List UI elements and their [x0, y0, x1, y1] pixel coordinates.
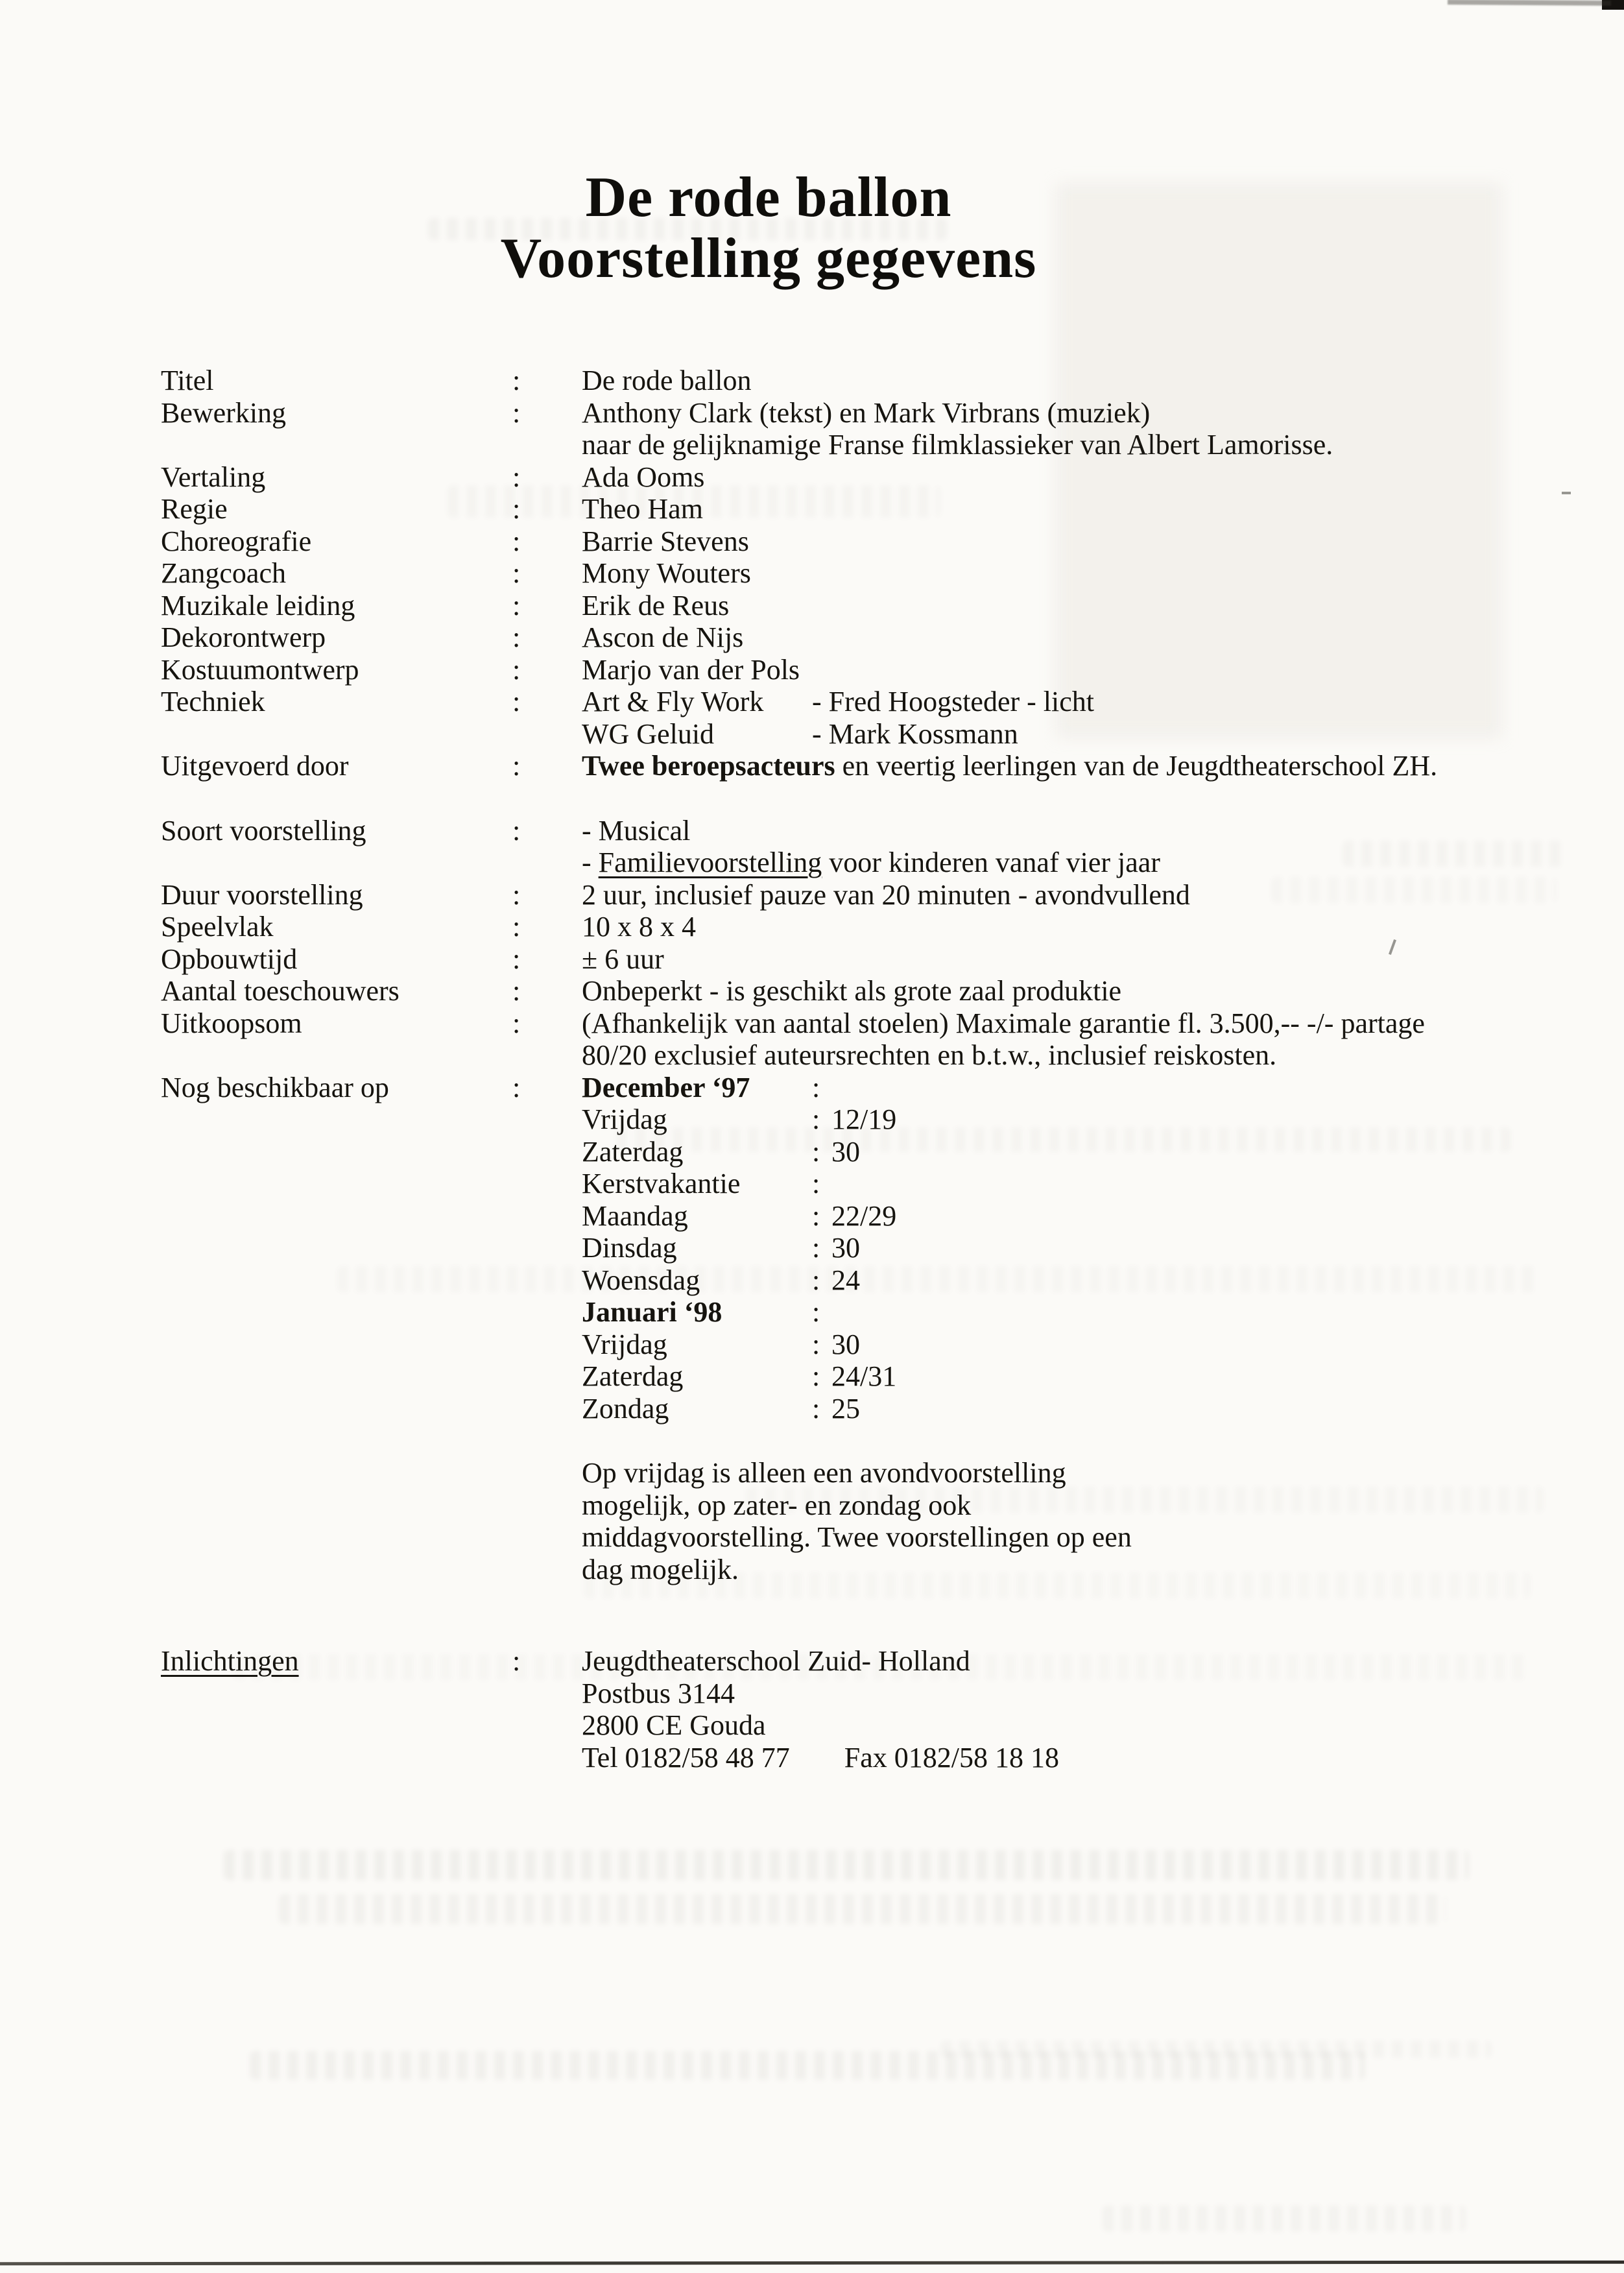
- colon-separator: :: [812, 1199, 820, 1232]
- colon-separator: :: [812, 1135, 820, 1168]
- schedule-line: [161, 1103, 1529, 1136]
- schedule-dates: 30: [831, 1232, 860, 1264]
- section-gap: [161, 782, 1529, 815]
- field-label: Soort voorstelling: [161, 814, 366, 847]
- note-text: dag mogelijk.: [582, 1553, 739, 1585]
- field-value: 10 x 8 x 4: [582, 911, 696, 943]
- soort-rest: voor kinderen vanaf vier jaar: [822, 847, 1160, 878]
- schedule-day: Dinsdag: [582, 1232, 677, 1264]
- contact-tel: Tel 0182/58 48 77: [582, 1741, 790, 1774]
- bleedthrough-text: [224, 1850, 1469, 1880]
- scan-bottom-edge: [0, 2261, 1624, 2266]
- field-label: Opbouwtijd: [161, 943, 298, 975]
- schedule-row: [582, 1296, 1529, 1329]
- field-row-uitkoopsom-wrap: [161, 1039, 1529, 1072]
- field-value: [582, 686, 1529, 718]
- colon-separator: :: [512, 1645, 521, 1677]
- field-label: Speelvlak: [161, 911, 274, 943]
- schedule-day: Zaterdag: [582, 1135, 684, 1168]
- field-value: Marjo van der Pols: [582, 653, 800, 686]
- contact-postbus: Postbus 3144: [582, 1677, 735, 1709]
- schedule-day: Zaterdag: [582, 1360, 684, 1392]
- note-text: middagvoorstelling. Twee voorstellingen op een: [582, 1521, 1132, 1553]
- field-label: Vertaling: [161, 461, 266, 493]
- schedule-line: [161, 1200, 1529, 1233]
- field-label: Dekorontwerp: [161, 621, 326, 653]
- note-text: Op vrijdag is alleen een avondvoorstelling: [582, 1457, 1066, 1489]
- techniek-person: - Mark Kossmann: [812, 717, 1018, 750]
- schedule-row: [582, 1393, 1529, 1425]
- field-row-choreografie: [161, 525, 1529, 558]
- bleedthrough-text: [1103, 2206, 1466, 2231]
- field-row-techniek: [161, 686, 1529, 718]
- techniek-company: WG Geluid: [582, 717, 715, 750]
- schedule-dates: 30: [831, 1328, 860, 1360]
- contact-line: [161, 1742, 1529, 1774]
- section-gap: [161, 1425, 1529, 1457]
- note-text: mogelijk, op zater- en zondag ook: [582, 1489, 972, 1521]
- colon-separator: :: [512, 653, 521, 686]
- field-label: Duur voorstelling: [161, 878, 363, 911]
- field-label: Techniek: [161, 686, 265, 717]
- schedule-row: [582, 1168, 1529, 1200]
- colon-separator: :: [512, 943, 521, 975]
- field-row-aantal-toeschouwers: [161, 975, 1529, 1007]
- techniek-person: - Fred Hoogsteder - licht: [812, 686, 1094, 717]
- field-label: Uitgevoerd door: [161, 750, 349, 782]
- document-body: [161, 365, 1529, 1774]
- techniek-company: Art & Fly Work: [582, 686, 764, 717]
- schedule-row: [582, 1329, 1529, 1361]
- schedule-row: [582, 1072, 1529, 1104]
- familievoorstelling-underlined: Familievoorstelling: [598, 847, 822, 878]
- schedule-dates: 24: [831, 1264, 860, 1296]
- field-row-soort-wrap: [161, 847, 1529, 879]
- field-row-kostuumontwerp: [161, 654, 1529, 686]
- schedule-line: [161, 1168, 1529, 1200]
- field-label: Choreografie: [161, 525, 312, 557]
- field-label: Titel: [161, 365, 214, 396]
- colon-separator: :: [512, 911, 521, 943]
- field-row-vertaling: [161, 461, 1529, 494]
- document-title: [0, 167, 1537, 289]
- field-row-nog-beschikbaar: [161, 1072, 1529, 1104]
- scan-streak: [1448, 0, 1611, 6]
- title-line-2: Voorstelling gegevens: [500, 227, 1037, 290]
- schedule-line: [161, 1329, 1529, 1361]
- colon-separator: :: [812, 1296, 820, 1328]
- schedule-month: Januari ‘98: [582, 1296, 722, 1328]
- field-value: Ada Ooms: [582, 461, 705, 493]
- field-label: Aantal toeschouwers: [161, 975, 400, 1007]
- note-line: [161, 1554, 1529, 1586]
- colon-separator: :: [812, 1264, 820, 1296]
- field-value: Onbeperkt - is geschikt als grote zaal produktie: [582, 975, 1122, 1007]
- bleedthrough-text: [250, 2051, 1365, 2080]
- colon-separator: :: [512, 814, 521, 847]
- field-value: naar de gelijknamige Franse filmklassieker van Albert Lamorisse.: [582, 429, 1333, 461]
- field-row-techniek-wrap: [161, 718, 1529, 751]
- field-value: Anthony Clark (tekst) en Mark Virbrans (muziek): [582, 396, 1151, 429]
- field-label: Uitkoopsom: [161, 1007, 302, 1039]
- contact-line: [161, 1678, 1529, 1710]
- colon-separator: :: [512, 589, 521, 621]
- schedule-dates: 24/31: [831, 1360, 897, 1392]
- colon-separator: :: [512, 493, 521, 525]
- colon-separator: :: [512, 621, 521, 653]
- contact-fax: Fax 0182/58 18 18: [844, 1741, 1060, 1774]
- field-label: Kostuumontwerp: [161, 653, 359, 686]
- field-row-uitkoopsom: [161, 1007, 1529, 1040]
- colon-separator: :: [512, 878, 521, 911]
- scan-speck: [1562, 492, 1571, 494]
- schedule-row: [582, 1200, 1529, 1233]
- field-row-soort-voorstelling: [161, 815, 1529, 847]
- field-label: Inlichtingen: [161, 1645, 299, 1677]
- field-row-zangcoach: [161, 557, 1529, 590]
- field-row-bewerking-wrap: [161, 429, 1529, 461]
- schedule-line: [161, 1264, 1529, 1297]
- field-value: [582, 718, 1529, 751]
- field-value: ± 6 uur: [582, 943, 664, 975]
- note-line: [161, 1521, 1529, 1554]
- schedule-line: [161, 1136, 1529, 1168]
- colon-separator: :: [812, 1328, 820, 1360]
- colon-separator: :: [512, 557, 521, 589]
- field-value: - Musical: [582, 814, 691, 847]
- schedule-row: [582, 1360, 1529, 1393]
- section-gap: [161, 1585, 1529, 1618]
- schedule-row: [582, 1264, 1529, 1297]
- field-value: Ascon de Nijs: [582, 621, 744, 653]
- schedule-day: Zondag: [582, 1392, 669, 1425]
- title-line-1: De rode ballon: [585, 166, 952, 229]
- schedule-day: Kerstvakantie: [582, 1168, 741, 1199]
- contact-city: 2800 CE Gouda: [582, 1709, 766, 1741]
- field-value: 2 uur, inclusief pauze van 20 minuten - avondvullend: [582, 878, 1190, 911]
- field-row-regie: [161, 493, 1529, 525]
- field-row-duur-voorstelling: [161, 879, 1529, 911]
- field-row-bewerking: [161, 397, 1529, 429]
- colon-separator: :: [812, 1232, 820, 1264]
- field-row-opbouwtijd: [161, 943, 1529, 976]
- field-row-dekorontwerp: [161, 621, 1529, 654]
- field-value: Barrie Stevens: [582, 525, 749, 557]
- section-gap: [161, 1618, 1529, 1645]
- field-value: 80/20 exclusief auteursrechten en b.t.w., inclusief reiskosten.: [582, 1039, 1277, 1071]
- schedule-line: [161, 1296, 1529, 1329]
- schedule-day: Vrijdag: [582, 1103, 667, 1135]
- colon-separator: :: [512, 1007, 521, 1039]
- field-row-muzikale-leiding: [161, 590, 1529, 622]
- field-value: Erik de Reus: [582, 589, 730, 621]
- field-value: Theo Ham: [582, 493, 703, 525]
- colon-separator: :: [512, 396, 521, 429]
- colon-separator: :: [812, 1071, 820, 1103]
- colon-separator: :: [512, 461, 521, 493]
- schedule-line: [161, 1393, 1529, 1425]
- schedule-line: [161, 1360, 1529, 1393]
- field-row-uitgevoerd-door: [161, 750, 1529, 782]
- schedule-day: Vrijdag: [582, 1328, 667, 1360]
- field-value: [582, 847, 1529, 879]
- colon-separator: :: [512, 750, 521, 782]
- schedule-day: Maandag: [582, 1199, 688, 1232]
- field-row-titel: [161, 365, 1529, 397]
- field-value: [582, 750, 1529, 782]
- colon-separator: :: [812, 1103, 820, 1135]
- bleedthrough-text: [279, 1894, 1446, 1924]
- bleedthrough-text: [940, 2041, 1492, 2058]
- schedule-row: [582, 1136, 1529, 1168]
- schedule-day: Woensdag: [582, 1264, 700, 1296]
- colon-separator: :: [812, 1360, 820, 1392]
- contact-phone-fax: [582, 1742, 1529, 1774]
- note-line: [161, 1457, 1529, 1489]
- field-value: Mony Wouters: [582, 557, 751, 589]
- field-label: Nog beschikbaar op: [161, 1071, 389, 1103]
- colon-separator: :: [512, 975, 521, 1007]
- dash-prefix: -: [582, 847, 599, 878]
- field-value: (Afhankelijk van aantal stoelen) Maximale garantie fl. 3.500,-- -/- partage: [582, 1007, 1425, 1039]
- schedule-row: [582, 1103, 1529, 1136]
- field-label: Zangcoach: [161, 557, 286, 589]
- performers-bold: Twee beroepsacteurs: [582, 750, 835, 782]
- field-label: Regie: [161, 493, 228, 525]
- field-label: Bewerking: [161, 396, 287, 429]
- note-line: [161, 1489, 1529, 1522]
- colon-separator: :: [512, 686, 521, 717]
- contact-organization: Jeugdtheaterschool Zuid- Holland: [582, 1645, 970, 1677]
- contact-line: [161, 1709, 1529, 1742]
- schedule-line: [161, 1232, 1529, 1264]
- schedule-dates: 12/19: [831, 1103, 897, 1135]
- colon-separator: :: [512, 1071, 521, 1103]
- performers-rest: en veertig leerlingen van de Jeugdtheaterschool ZH.: [842, 750, 1438, 782]
- field-row-inlichtingen: [161, 1645, 1529, 1678]
- field-value: De rode ballon: [582, 365, 752, 396]
- colon-separator: :: [512, 365, 521, 396]
- schedule-dates: 22/29: [831, 1199, 897, 1232]
- schedule-dates: 25: [831, 1392, 860, 1425]
- colon-separator: :: [812, 1168, 820, 1199]
- field-label: Muzikale leiding: [161, 589, 355, 621]
- schedule-month: December ‘97: [582, 1071, 750, 1103]
- field-row-speelvlak: [161, 911, 1529, 943]
- colon-separator: :: [512, 525, 521, 557]
- schedule-dates: 30: [831, 1135, 860, 1168]
- schedule-row: [582, 1232, 1529, 1264]
- colon-separator: :: [812, 1392, 820, 1425]
